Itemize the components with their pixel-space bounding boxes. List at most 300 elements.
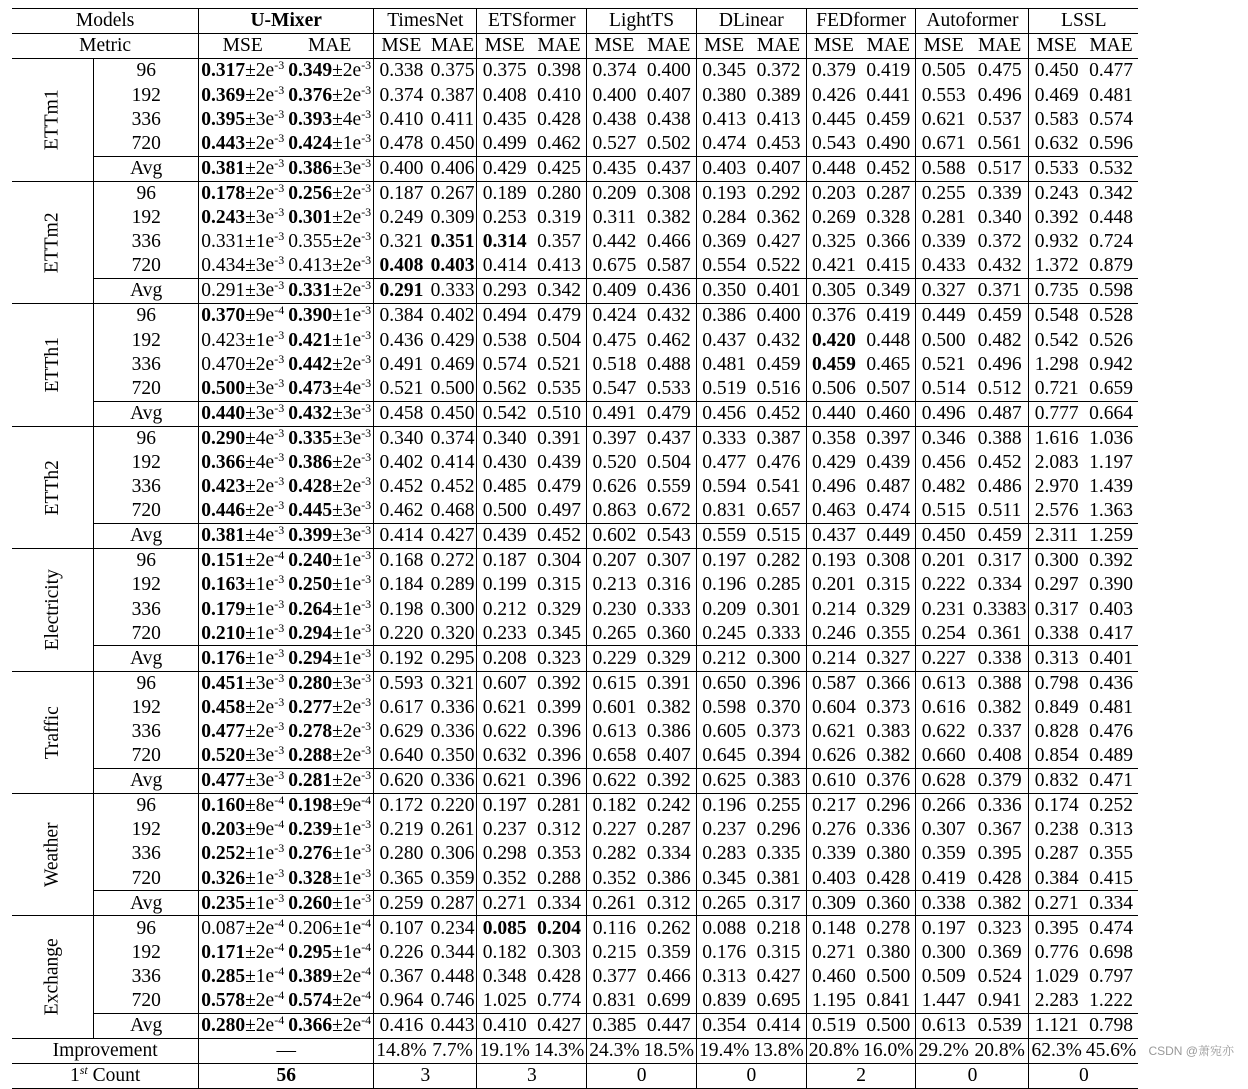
value-cell: 0.421	[811, 255, 856, 277]
value-cell: 0.278	[861, 916, 916, 941]
value-cell: 0.632	[482, 745, 527, 767]
value-cell: 0.382	[861, 744, 916, 769]
value-cell: 0.526	[1089, 329, 1133, 351]
value-cell: 0.489	[1089, 745, 1133, 767]
value-cell: 0.386	[696, 304, 751, 329]
horizon-cell: 720	[94, 376, 199, 401]
value-cell: 0.500	[429, 376, 477, 401]
value-cell: 0.317	[1034, 598, 1079, 620]
value-cell: 0.443	[429, 1013, 477, 1038]
improvement-value: 19.1%	[479, 1040, 530, 1062]
value-cell: 0.212	[482, 598, 527, 620]
umixer-value-cell: $0.171\pm 2e^{-4}$	[201, 939, 285, 963]
value-cell: 0.497	[532, 499, 587, 524]
value-cell: 0.336	[861, 818, 916, 842]
table-row	[12, 304, 1138, 329]
value-cell: 0.450	[1029, 59, 1084, 84]
value-cell: 0.629	[379, 721, 424, 743]
value-cell: 0.352	[482, 867, 527, 889]
umixer-value-cell: $0.389\pm 2e^{-4}$	[286, 965, 373, 989]
value-cell: 0.234	[429, 916, 477, 941]
value-cell: 0.308	[861, 549, 916, 574]
value-cell: 0.392	[532, 671, 587, 696]
value-cell: 0.374	[379, 84, 424, 106]
horizon-cell: 192	[94, 818, 199, 842]
horizon-cell: 96	[94, 794, 199, 819]
value-cell: 0.203	[806, 181, 861, 206]
value-cell: 0.379	[806, 59, 861, 84]
first-count-value: 3	[477, 1064, 587, 1089]
value-cell: 0.192	[374, 646, 429, 671]
value-cell: 0.284	[702, 207, 747, 229]
value-cell: 0.490	[861, 131, 916, 156]
umixer-value-cell: $0.393\pm 4e^{-3}$	[286, 107, 373, 131]
models-header-row	[12, 9, 1138, 34]
value-cell: 0.196	[696, 794, 751, 819]
value-cell: 0.317	[751, 891, 806, 916]
value-cell: 0.291	[374, 279, 429, 304]
umixer-value-cell: $0.366\pm 2e^{-4}$	[286, 1013, 373, 1038]
value-cell: 0.287	[642, 818, 697, 842]
value-cell: 0.448	[1089, 207, 1133, 229]
value-cell: 0.292	[751, 181, 806, 206]
value-cell: 0.379	[971, 768, 1029, 793]
value-cell: 0.445	[811, 108, 856, 130]
value-cell: 0.502	[642, 131, 697, 156]
value-cell: 0.390	[1089, 574, 1133, 596]
umixer-value-cell: $0.317\pm 2e^{-3}$	[199, 59, 286, 84]
value-cell: 0.621	[477, 768, 532, 793]
value-cell: 1.222	[1089, 990, 1133, 1012]
value-cell: 0.3383	[971, 597, 1029, 621]
value-cell: 0.345	[696, 59, 751, 84]
value-cell: 0.197	[477, 794, 532, 819]
value-cell: 0.317	[971, 549, 1029, 574]
value-cell: 0.312	[642, 891, 697, 916]
horizon-cell: 96	[94, 59, 199, 84]
improvement-value: 19.4%	[698, 1040, 750, 1062]
umixer-value-cell: $0.239\pm 1e^{-3}$	[286, 818, 373, 842]
umixer-value-cell: $0.477\pm 3e^{-3}$	[199, 768, 286, 793]
value-cell: 0.488	[642, 352, 697, 376]
value-cell: 0.452	[379, 476, 424, 498]
value-cell: 0.327	[916, 279, 971, 304]
value-cell: 0.459	[861, 107, 916, 131]
value-cell: 0.384	[374, 304, 429, 329]
value-cell: 0.621	[811, 721, 856, 743]
value-cell: 0.374	[429, 426, 477, 451]
value-cell: 0.436	[642, 279, 697, 304]
value-cell: 0.339	[921, 231, 966, 253]
umixer-value-cell: $0.349\pm 2e^{-3}$	[286, 59, 373, 84]
dataset-name: ETTh1	[41, 337, 63, 393]
value-cell: 0.088	[696, 916, 751, 941]
value-cell: 0.413	[532, 254, 587, 279]
value-cell: 0.504	[532, 328, 587, 352]
value-cell: 0.460	[861, 401, 916, 426]
value-cell: 0.428	[971, 866, 1029, 891]
value-cell: 0.831	[592, 990, 637, 1012]
horizon-cell: 96	[94, 549, 199, 574]
value-cell: 0.189	[477, 181, 532, 206]
value-cell: 0.215	[592, 941, 637, 963]
value-cell: 0.409	[587, 279, 642, 304]
first-count-row	[12, 1064, 1138, 1089]
umixer-value-cell: $0.280\pm 3e^{-3}$	[286, 671, 373, 696]
value-cell: 0.342	[1084, 181, 1138, 206]
value-cell: 0.417	[1089, 622, 1133, 644]
value-cell: 0.403	[696, 156, 751, 181]
value-cell: 0.500	[482, 500, 527, 522]
value-cell: 0.193	[696, 181, 751, 206]
value-cell: 0.340	[971, 206, 1029, 230]
horizon-cell: 336	[94, 230, 199, 254]
dataset-label	[12, 671, 94, 793]
model-lightts: LightTS	[587, 9, 697, 34]
dataset-name: ETTm2	[41, 212, 63, 273]
value-cell: 0.479	[532, 475, 587, 499]
table-row	[12, 181, 1138, 206]
value-cell: 0.246	[811, 622, 856, 644]
value-cell: 0.296	[751, 818, 806, 842]
value-cell: 0.308	[642, 181, 697, 206]
metric-mse-7: MSE	[1036, 35, 1077, 57]
value-cell: 0.593	[374, 671, 429, 696]
value-cell: 0.338	[1034, 622, 1079, 644]
value-cell: 0.382	[642, 696, 697, 720]
value-cell: 0.452	[429, 475, 477, 499]
metric-mse-0: MSE	[222, 35, 263, 57]
value-cell: 0.414	[751, 1013, 806, 1038]
improvement-value: 14.3%	[532, 1038, 587, 1063]
watermark: CSDN @萧宛亦	[1148, 1044, 1234, 1058]
value-cell: 0.932	[1034, 231, 1079, 253]
metric-mae-4: MAE	[751, 34, 806, 59]
value-cell: 0.518	[592, 353, 637, 375]
value-cell: 0.476	[1089, 721, 1133, 743]
value-cell: 0.387	[429, 83, 477, 107]
umixer-value-cell: $0.520\pm 3e^{-3}$	[201, 743, 285, 767]
value-cell: 0.520	[592, 451, 637, 473]
value-cell: 0.854	[1034, 745, 1079, 767]
improvement-value: 13.8%	[751, 1038, 806, 1063]
value-cell: 0.527	[592, 132, 637, 154]
value-cell: 0.396	[532, 744, 587, 769]
value-cell: 0.414	[374, 523, 429, 548]
value-cell: 0.437	[642, 426, 697, 451]
value-cell: 0.395	[971, 842, 1029, 866]
umixer-value-cell: $0.260\pm 1e^{-3}$	[286, 891, 373, 916]
value-cell: 0.360	[642, 621, 697, 646]
umixer-value-cell: $0.280\pm 2e^{-4}$	[199, 1013, 286, 1038]
value-cell: 0.265	[696, 891, 751, 916]
value-cell: 0.372	[971, 230, 1029, 254]
value-cell: 0.622	[482, 721, 527, 743]
value-cell: 0.396	[532, 768, 587, 793]
value-cell: 0.398	[532, 59, 587, 84]
horizon-cell: Avg	[94, 523, 199, 548]
value-cell: 0.475	[592, 329, 637, 351]
value-cell: 0.337	[971, 720, 1029, 744]
value-cell: 0.626	[811, 745, 856, 767]
value-cell: 0.607	[477, 671, 532, 696]
value-cell: 0.469	[1034, 84, 1079, 106]
value-cell: 0.482	[921, 476, 966, 498]
umixer-value-cell: $0.281\pm 2e^{-3}$	[286, 768, 373, 793]
value-cell: 0.316	[642, 573, 697, 597]
value-cell: 0.342	[532, 279, 587, 304]
value-cell: 0.506	[811, 377, 856, 399]
value-cell: 0.380	[702, 84, 747, 106]
value-cell: 0.327	[861, 646, 916, 671]
value-cell: 0.459	[811, 353, 856, 375]
value-cell: 0.777	[1029, 401, 1084, 426]
value-cell: 0.328	[861, 206, 916, 230]
value-cell: 0.226	[379, 941, 424, 963]
value-cell: 0.632	[1034, 132, 1079, 154]
value-cell: 0.879	[1089, 255, 1133, 277]
table-row	[12, 720, 1138, 744]
results-table	[12, 8, 1138, 1089]
table-row	[12, 842, 1138, 866]
value-cell: 0.359	[429, 866, 477, 891]
value-cell: 0.222	[921, 574, 966, 596]
first-count-value: 0	[587, 1064, 697, 1089]
value-cell: 0.517	[971, 156, 1029, 181]
value-cell: 0.396	[532, 720, 587, 744]
value-cell: 0.313	[702, 965, 747, 987]
value-cell: 0.266	[916, 794, 971, 819]
table-row	[12, 131, 1138, 156]
value-cell: 1.121	[1029, 1013, 1084, 1038]
value-cell: 0.303	[532, 941, 587, 965]
value-cell: 0.336	[429, 720, 477, 744]
value-cell: 0.373	[751, 720, 806, 744]
dataset-label	[12, 426, 94, 548]
value-cell: 0.296	[861, 794, 916, 819]
value-cell: 0.602	[587, 523, 642, 548]
value-cell: 0.514	[921, 377, 966, 399]
value-cell: 0.116	[587, 916, 642, 941]
value-cell: 0.427	[751, 230, 806, 254]
value-cell: 0.515	[751, 523, 806, 548]
value-cell: 0.176	[702, 941, 747, 963]
value-cell: 0.657	[751, 499, 806, 524]
value-cell: 0.271	[1029, 891, 1084, 916]
value-cell: 0.486	[971, 475, 1029, 499]
value-cell: 0.604	[811, 696, 856, 718]
value-cell: 0.463	[811, 500, 856, 522]
value-cell: 0.427	[751, 965, 806, 989]
value-cell: 0.259	[374, 891, 429, 916]
value-cell: 0.542	[1034, 329, 1079, 351]
value-cell: 0.504	[642, 451, 697, 475]
improvement-value: 20.8%	[808, 1040, 860, 1062]
value-cell: 0.596	[1089, 132, 1133, 154]
value-cell: 0.474	[861, 499, 916, 524]
metric-mae-2: MAE	[532, 34, 587, 59]
value-cell: 0.535	[532, 376, 587, 401]
horizon-cell: 96	[94, 671, 199, 696]
table-row	[12, 401, 1138, 426]
value-cell: 0.199	[482, 574, 527, 596]
umixer-value-cell: $0.390\pm 1e^{-3}$	[286, 304, 373, 329]
value-cell: 0.237	[702, 819, 747, 841]
table-row	[12, 83, 1138, 107]
value-cell: 0.321	[429, 671, 477, 696]
value-cell: 0.942	[1089, 353, 1133, 375]
improvement-value: 24.3%	[589, 1040, 640, 1062]
first-count-value: 3	[374, 1064, 477, 1089]
value-cell: 0.543	[811, 132, 856, 154]
value-cell: 0.419	[861, 304, 916, 329]
value-cell: 0.309	[806, 891, 861, 916]
first-count-value: 0	[1029, 1064, 1138, 1089]
umixer-value-cell: $0.376\pm 2e^{-3}$	[286, 83, 373, 107]
horizon-cell: 336	[94, 597, 199, 621]
value-cell: 0.964	[379, 990, 424, 1012]
value-cell: 0.613	[916, 1013, 971, 1038]
value-cell: 0.339	[971, 181, 1029, 206]
value-cell: 0.430	[482, 451, 527, 473]
value-cell: 0.408	[379, 255, 424, 277]
value-cell: 0.539	[971, 1013, 1029, 1038]
value-cell: 0.197	[916, 916, 971, 941]
value-cell: 0.491	[379, 353, 424, 375]
value-cell: 0.410	[379, 108, 424, 130]
value-cell: 0.515	[921, 500, 966, 522]
table-row	[12, 621, 1138, 646]
value-cell: 0.362	[751, 206, 806, 230]
value-cell: 2.283	[1034, 990, 1079, 1012]
value-cell: 0.479	[532, 304, 587, 329]
value-cell: 0.281	[921, 207, 966, 229]
value-cell: 0.243	[1029, 181, 1084, 206]
value-cell: 0.237	[482, 819, 527, 841]
models-label: Models	[12, 9, 199, 34]
value-cell: 0.361	[971, 621, 1029, 646]
value-cell: 0.482	[971, 328, 1029, 352]
value-cell: 0.365	[379, 867, 424, 889]
umixer-value-cell: $0.369\pm 2e^{-3}$	[201, 82, 285, 106]
value-cell: 0.392	[1034, 207, 1079, 229]
value-cell: 0.437	[806, 523, 861, 548]
value-cell: 0.388	[971, 426, 1029, 451]
value-cell: 0.229	[587, 646, 642, 671]
value-cell: 0.359	[642, 941, 697, 965]
value-cell: 0.382	[971, 891, 1029, 916]
value-cell: 0.349	[861, 279, 916, 304]
value-cell: 0.184	[379, 574, 424, 596]
value-cell: 0.315	[532, 573, 587, 597]
value-cell: 0.437	[642, 156, 697, 181]
value-cell: 0.174	[1029, 794, 1084, 819]
value-cell: 0.262	[642, 916, 697, 941]
count-label-rest: Count	[87, 1065, 141, 1087]
value-cell: 0.309	[429, 206, 477, 230]
value-cell: 0.432	[642, 304, 697, 329]
umixer-value-cell: $0.295\pm 1e^{-4}$	[286, 941, 373, 965]
table-row	[12, 156, 1138, 181]
value-cell: 0.407	[642, 83, 697, 107]
improvement-label: Improvement	[12, 1038, 199, 1063]
value-cell: 0.505	[916, 59, 971, 84]
value-cell: 0.438	[642, 107, 697, 131]
value-cell: 0.466	[642, 230, 697, 254]
value-cell: 0.344	[429, 941, 477, 965]
value-cell: 0.386	[642, 866, 697, 891]
value-cell: 0.366	[861, 671, 916, 696]
value-cell: 2.311	[1029, 523, 1084, 548]
value-cell: 0.209	[702, 598, 747, 620]
umixer-value-cell: $0.413\pm 2e^{-3}$	[286, 254, 373, 279]
model-umixer: U-Mixer	[199, 9, 374, 34]
umixer-value-cell: $0.421\pm 1e^{-3}$	[286, 328, 373, 352]
value-cell: 0.425	[532, 156, 587, 181]
improvement-value: 29.2%	[918, 1040, 969, 1062]
value-cell: 0.500	[921, 329, 966, 351]
value-cell: 0.428	[532, 965, 587, 989]
value-cell: 0.449	[861, 523, 916, 548]
value-cell: 0.429	[811, 451, 856, 473]
metric-mse-1: MSE	[381, 35, 422, 57]
value-cell: 0.436	[1084, 671, 1138, 696]
value-cell: 0.620	[374, 768, 429, 793]
horizon-cell: 192	[94, 573, 199, 597]
value-cell: 0.207	[587, 549, 642, 574]
umixer-value-cell: $0.256\pm 2e^{-3}$	[286, 181, 373, 206]
value-cell: 0.289	[429, 573, 477, 597]
value-cell: 0.369	[702, 231, 747, 253]
value-cell: 0.321	[379, 231, 424, 253]
value-cell: 0.574	[482, 353, 527, 375]
results-body	[12, 59, 1138, 1089]
value-cell: 0.413	[702, 108, 747, 130]
improvement-value: 45.6%	[1085, 1040, 1137, 1062]
umixer-value-cell: $0.235\pm 1e^{-3}$	[199, 891, 286, 916]
value-cell: 0.249	[379, 207, 424, 229]
value-cell: 0.419	[921, 867, 966, 889]
horizon-cell: Avg	[94, 279, 199, 304]
table-row	[12, 352, 1138, 376]
value-cell: 0.410	[532, 83, 587, 107]
value-cell: 0.491	[587, 401, 642, 426]
value-cell: 0.367	[971, 818, 1029, 842]
horizon-cell: 336	[94, 965, 199, 989]
value-cell: 0.459	[971, 523, 1029, 548]
value-cell: 0.370	[751, 696, 806, 720]
dataset-label	[12, 181, 94, 303]
umixer-value-cell: $0.445\pm 3e^{-3}$	[286, 499, 373, 524]
value-cell: 1.259	[1084, 523, 1138, 548]
value-cell: 0.533	[1029, 156, 1084, 181]
count-label-base: 1	[69, 1065, 80, 1087]
value-cell: 0.419	[861, 59, 916, 84]
value-cell: 0.519	[702, 377, 747, 399]
value-cell: 0.828	[1034, 721, 1079, 743]
horizon-cell: Avg	[94, 156, 199, 181]
value-cell: 0.439	[861, 451, 916, 475]
value-cell: 0.334	[642, 842, 697, 866]
table-row	[12, 818, 1138, 842]
value-cell: 0.471	[1084, 768, 1138, 793]
value-cell: 0.338	[374, 59, 429, 84]
umixer-value-cell: $0.285\pm 1e^{-4}$	[201, 963, 285, 987]
value-cell: 0.231	[921, 598, 966, 620]
value-cell: 0.468	[429, 499, 477, 524]
value-cell: 0.394	[751, 744, 806, 769]
metric-mse-6: MSE	[923, 35, 964, 57]
